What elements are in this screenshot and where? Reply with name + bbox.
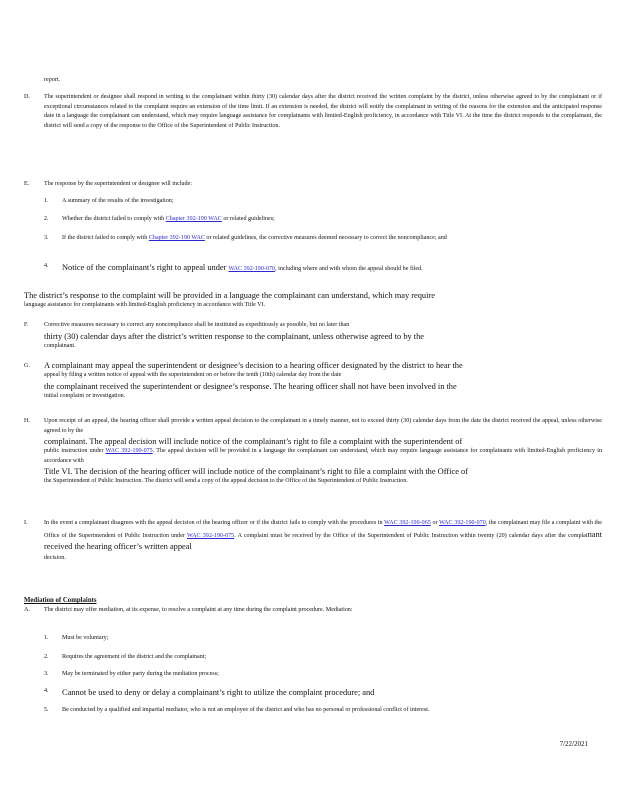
section-d (24, 93, 602, 131)
mediation-a-label: A. (24, 607, 30, 613)
continuation-text: report. (44, 77, 61, 83)
section-g-label: G. (24, 363, 30, 369)
mediation-a-text: The district may offer mediation, at its expense, to resolve a complaint at any time during the complaint procedure. Mediation: (44, 607, 353, 613)
list-item: 1. Must be voluntary; (44, 635, 109, 641)
list-item: 3. If the district failed to comply with Chapter 392-190 WAC or related guidelines, the corrective measures deemed necessary to correct the noncompliance; and (44, 235, 447, 241)
footer-date: 7/22/2021 (559, 740, 588, 748)
list-item: 4. Notice of the complainant’s right to appeal under WAC 392-190-070, including where and with whom the appeal should be filed. (44, 263, 423, 272)
section-h-label: H. (24, 418, 30, 424)
mediation-heading-row (24, 589, 602, 607)
section-e-intro: The response by the superintendent or designee will include: (44, 181, 192, 187)
wac-link[interactable]: WAC 392-190-070 (228, 266, 276, 272)
section-i: I. In the event a complainant disagrees with the appeal decision of the hearing officer or if the district fails to comply with the procedures in WAC 392-190-065 or WAC 392-190-070, the complainant may file a complaint with the Office of the Superintendent of Public Instruction under WAC 392-190-075. A complaint must be received by the Office of the Superintendent of Public Instruction within twenty (20) calendar days after the complainant received the hearing officer’s written appeal decision. (24, 520, 603, 561)
section-e (24, 180, 602, 190)
section-h: H. Upon receipt of an appeal, the hearing officer shall provide a written appeal decision to the complainant in a timely manner, not to exceed thirty (30) calendar days from the date the district received the appeal, unless otherwise agreed to by the complainant. The appeal decision will include notice of the complainant’s right to file a complaint with the superintendent of public instruction under WAC 392-190-075. The appeal decision will be provided in a language the complainant can understand, which may require language assistance for complainants with limited-English proficiency in accordance with Title VI. The decision of the hearing officer will include notice of the complainant’s right to file a complaint with the Office of the Superintendent of Public Instruction. The district will send a copy of the appeal decision to the Office of the Superintendent of Public Instruction. (24, 418, 602, 484)
wac-link[interactable]: WAC 392-190-070 (439, 520, 486, 526)
list-item: 3. May be terminated by either party during the mediation process; (44, 671, 219, 677)
section-e-closing: The district’s response to the complaint will be provided in a language the complainant can understand, which may require language assistance for complainants with limited-English proficiency in accordance with Title VI. (24, 291, 435, 308)
mediation-heading: Mediation of Complaints (24, 597, 97, 604)
continuation-line (24, 76, 602, 86)
list-item: 2. Requires the agreement of the district and the complainant; (44, 654, 207, 660)
wac-link[interactable]: Chapter 392-190 WAC (148, 235, 205, 241)
section-e-label: E. (24, 181, 30, 187)
list-item: 5. Be conducted by a qualified and impartial mediator, who is not an employee of the district and who has no personal or professional conflict of interest. (44, 707, 430, 713)
mediation-section-a (24, 606, 602, 616)
list-item: 1. A summary of the results of the investigation; (44, 198, 174, 204)
wac-link[interactable]: WAC 392-190-075 (187, 532, 235, 539)
section-f-label: F. (24, 322, 29, 328)
list-item: 4. Cannot be used to deny or delay a complainant’s right to utilize the complaint procedure; and (44, 688, 375, 697)
section-f: F. Corrective measures necessary to correct any noncompliance shall be instituted as expeditiously as possible, but no later than thirty (30) calendar days after the district’s written response to the complainant, unless otherwise agreed to by the complainant. (24, 322, 425, 349)
section-d-text: The superintendent or designee shall respond in writing to the complainant within thirty (30) calendar days after the district received the written complaint by the district, unless otherwise agreed to by the complainant or if exceptional circumstances related to the complaint require an extension of the time limit. If an extension is needed, the district will notify the complainant in writing of the reasons for the extension and the anticipated response date in a language the complainant can understand, which may require language assistance for complainants with limited-English proficiency, in accordance with Title VI. At the time the district responds to the complainant, the district will send a copy of the response to the Office of the Superintendent of Public Instruction. (44, 94, 602, 129)
section-d-label: D. (24, 94, 30, 100)
wac-link[interactable]: Chapter 392-190 WAC (165, 216, 222, 222)
section-g: G. A complainant may appeal the superintendent or designee’s decision to a hearing officer designated by the district to hear the appeal by filing a written notice of appeal with the superintendent on or before the tenth (10th) calendar day from the date the complainant received the superintendent or designee’s response. The hearing officer shall not have been involved in the initial complaint or investigation. (24, 361, 463, 399)
list-item: 2. Whether the district failed to comply with Chapter 392-190 WAC or related guidelines; (44, 216, 275, 222)
section-i-label: I. (24, 520, 28, 526)
wac-link[interactable]: WAC 392-190-075 (105, 448, 153, 454)
wac-link[interactable]: WAC 392-190-065 (384, 520, 431, 526)
